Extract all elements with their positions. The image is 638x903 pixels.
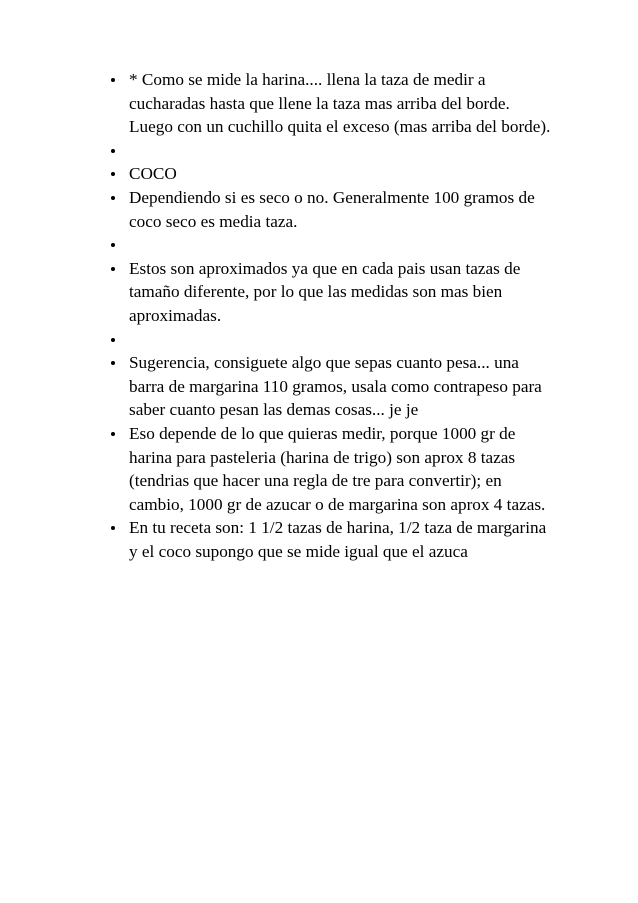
bullet-icon — [111, 196, 115, 200]
bullet-icon — [111, 526, 115, 530]
list-item-text: Estos son aproximados ya que en cada pais usan tazas de tamaño diferente, por lo que las medidas son mas bien aproximadas. — [129, 258, 521, 325]
bullet-icon — [111, 172, 115, 176]
list-item-text: Sugerencia, consiguete algo que sepas cuanto pesa... una barra de margarina 110 gramos, usala como contrapeso para saber cuanto pesan las demas cosas... je je — [129, 353, 542, 420]
list-item-text: Dependiendo si es seco o no. Generalmente 100 gramos de coco seco es media taza. — [129, 187, 535, 231]
list-item-text: En tu receta son: 1 1/2 tazas de harina, 1/2 taza de margarina y el coco supongo que se mide igual que el azuca — [129, 518, 547, 561]
list-item — [111, 516, 551, 563]
list-item — [111, 68, 551, 139]
list-item-text: * Como se mide la harina.... llena la taza de medir a cucharadas hasta que llene la taza mas arriba del borde. Luego con un cuchillo quita el exceso (mas arriba del borde). — [129, 70, 551, 137]
bullet-icon — [111, 243, 115, 247]
bullet-icon — [111, 361, 115, 365]
list-item-text: Eso depende de lo que quieras medir, porque 1000 gr de harina para pasteleria (harina de trigo) son aprox 8 tazas (tendrias que hacer una regla de tre para convertir); en cambio, 1000 gr de azucar o de margarina son aprox 4 tazas. — [129, 423, 546, 514]
bullet-icon — [111, 432, 115, 436]
bullet-icon — [111, 338, 115, 342]
list-item-text: COCO — [129, 164, 177, 184]
bullet-icon — [111, 78, 115, 82]
list-item — [111, 257, 551, 328]
list-item — [111, 328, 551, 352]
list-item — [111, 233, 551, 257]
bullet-icon — [111, 149, 115, 153]
list-item — [111, 162, 551, 186]
bullet-list — [111, 68, 551, 563]
list-item — [111, 186, 551, 233]
list-item — [111, 139, 551, 163]
list-item — [111, 422, 551, 516]
bullet-icon — [111, 267, 115, 271]
list-item — [111, 351, 551, 422]
